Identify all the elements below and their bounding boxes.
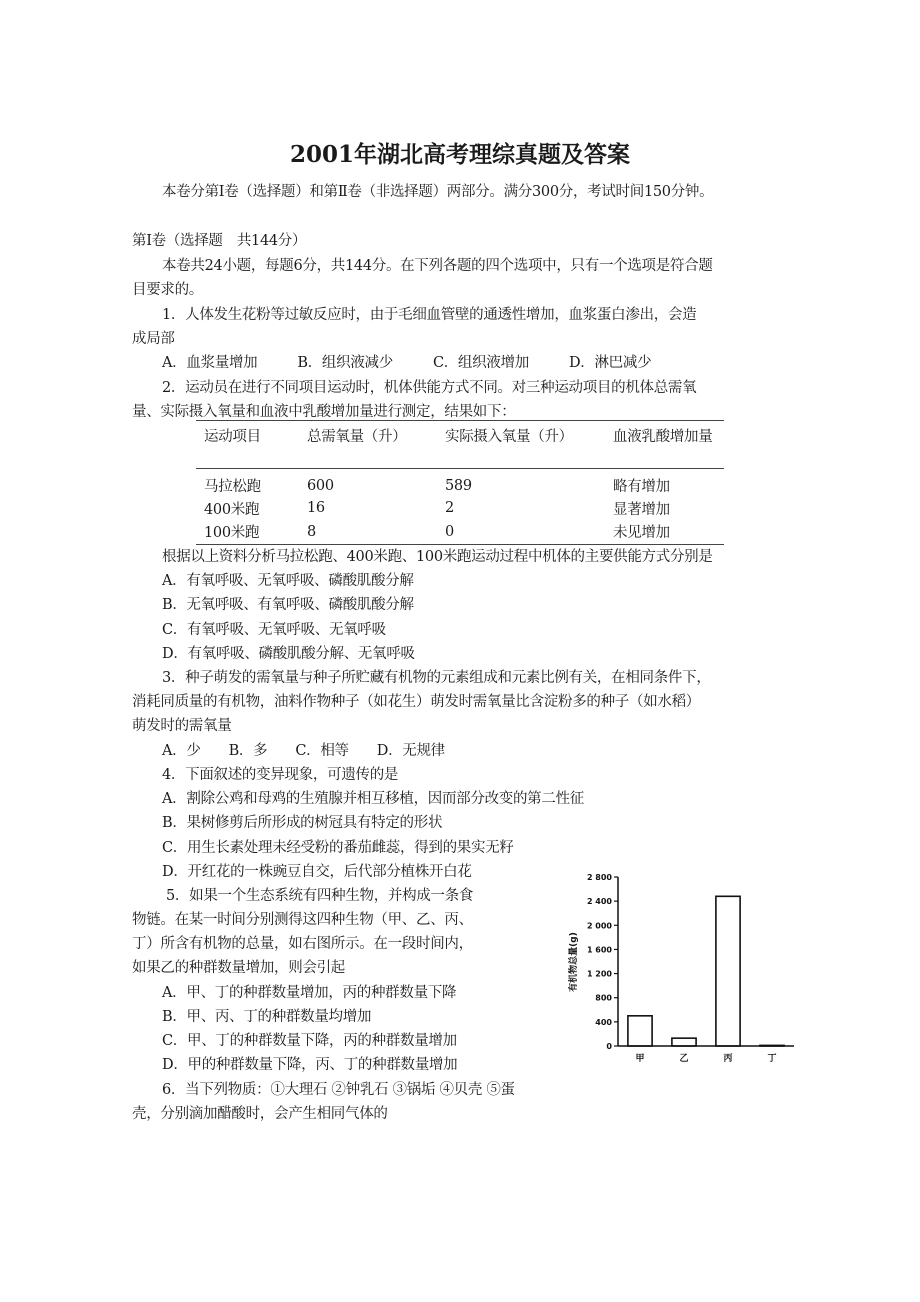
option-d: D．甲的种群数量下降，丙、丁的种群数量增加 bbox=[162, 1057, 458, 1073]
table-cell: 2 bbox=[445, 500, 454, 516]
question-4-stem: 4．下面叙述的变异现象，可遗传的是 bbox=[162, 767, 399, 783]
table-header: 实际摄入氧量（升） bbox=[445, 429, 573, 445]
question-6-stem: 壳，分别滴加醋酸时，会产生相同气体的 bbox=[132, 1106, 388, 1122]
y-tick-label: 400 bbox=[595, 1017, 612, 1027]
option-b: B．果树修剪后所形成的树冠具有特定的形状 bbox=[162, 815, 443, 831]
table-row bbox=[196, 469, 724, 497]
table-cell: 8 bbox=[307, 523, 316, 540]
y-axis-ticks bbox=[587, 873, 618, 1051]
option-a: A．少 bbox=[162, 743, 201, 759]
table-cell: 显著增加 bbox=[613, 501, 670, 518]
y-tick-label: 1 600 bbox=[586, 945, 612, 955]
table-cell: 600 bbox=[307, 477, 334, 494]
y-tick-label: 0 bbox=[606, 1042, 612, 1051]
question-2-stem: 量、实际摄入氧量和血液中乳酸增加量进行测定，结果如下： bbox=[132, 404, 516, 420]
y-tick-label: 1 200 bbox=[586, 969, 612, 979]
bar-1 bbox=[628, 1016, 652, 1046]
table-row bbox=[196, 520, 724, 544]
table-header: 总需氧量（升） bbox=[307, 429, 407, 445]
bars bbox=[628, 896, 784, 1046]
intro-text: 本卷分第Ⅰ卷（选择题）和第Ⅱ卷（非选择题）两部分。满分300分，考试时间150分钟。 bbox=[162, 184, 714, 200]
table-header: 运动项目 bbox=[204, 429, 261, 445]
y-axis-label: 有机物总量(g) bbox=[569, 932, 579, 992]
table-cell: 16 bbox=[307, 500, 325, 516]
option-b: B．无氧呼吸、有氧呼吸、磷酸肌酸分解 bbox=[162, 597, 414, 613]
x-tick-label: 甲 bbox=[635, 1054, 645, 1064]
table-cell: 400米跑 bbox=[204, 501, 260, 518]
question-2-question: 根据以上资料分析马拉松跑、400米跑、100米跑运动过程中机体的主要供能方式分别是 bbox=[162, 549, 713, 565]
table-header-row bbox=[196, 421, 724, 469]
option-a: A．甲、丁的种群数量增加，丙的种群数量下降 bbox=[162, 985, 457, 1001]
y-tick-label: 2 400 bbox=[586, 897, 612, 907]
option-c: C．组织液增加 bbox=[432, 355, 529, 371]
question-1-stem: 成局部 bbox=[132, 331, 175, 347]
question-2-stem: 2．运动员在进行不同项目运动时，机体供能方式不同。对三种运动项目的机体总需氧 bbox=[162, 380, 697, 396]
question-1-options bbox=[162, 353, 651, 373]
option-d: D．有氧呼吸、磷酸肌酸分解、无氧呼吸 bbox=[162, 646, 415, 662]
table-cell: 100米跑 bbox=[204, 525, 260, 542]
y-tick-label: 2 800 bbox=[586, 873, 612, 882]
section-heading: 第Ⅰ卷（选择题 共144分） bbox=[132, 233, 307, 249]
option-d: D．淋巴减少 bbox=[568, 355, 652, 371]
option-a: A．血浆量增加 bbox=[162, 355, 258, 371]
option-c: C．相等 bbox=[295, 743, 349, 759]
table-row bbox=[196, 496, 724, 520]
table-header: 血液乳酸增加量 bbox=[613, 429, 713, 445]
instructions-line: 目要求的。 bbox=[132, 282, 203, 298]
option-b: B．多 bbox=[228, 743, 268, 759]
option-a: A．有氧呼吸、无氧呼吸、磷酸肌酸分解 bbox=[162, 573, 414, 589]
table-cell: 马拉松跑 bbox=[204, 479, 261, 495]
option-c: C．用生长素处理未经受粉的番茄雌蕊，得到的果实无籽 bbox=[162, 840, 514, 856]
x-tick-label: 丁 bbox=[767, 1054, 777, 1064]
table-cell: 未见增加 bbox=[613, 525, 670, 542]
option-a: A．割除公鸡和母鸡的生殖腺并相互移植，因而部分改变的第二性征 bbox=[162, 791, 584, 807]
option-c: C．甲、丁的种群数量下降，丙的种群数量增加 bbox=[162, 1033, 457, 1049]
y-axis-label-group bbox=[568, 932, 579, 992]
option-b: B．组织液减少 bbox=[297, 355, 393, 371]
option-b: B．甲、丙、丁的种群数量均增加 bbox=[162, 1009, 372, 1025]
question-5-stem: 丁）所含有机物的总量，如右图所示。在一段时间内， bbox=[132, 936, 473, 952]
table-cell: 589 bbox=[445, 477, 472, 494]
question-5-stem: 如果乙的种群数量增加，则会引起 bbox=[132, 960, 345, 976]
question-1-stem: 1．人体发生花粉等过敏反应时，由于毛细血管壁的通透性增加，血浆蛋白渗出，会造 bbox=[162, 307, 697, 323]
exercise-oxygen-table bbox=[196, 420, 724, 545]
option-d: D．无规律 bbox=[376, 743, 445, 759]
option-d: D．开红花的一株豌豆自交，后代部分植株开白花 bbox=[162, 864, 472, 880]
option-c: C．有氧呼吸、无氧呼吸、无氧呼吸 bbox=[162, 622, 386, 638]
bar-3 bbox=[716, 896, 740, 1046]
x-axis-labels bbox=[635, 1052, 776, 1064]
question-3-stem: 3．种子萌发的需氧量与种子所贮藏有机物的元素组成和元素比例有关，在相同条件下， bbox=[162, 670, 711, 686]
x-tick-label: 乙 bbox=[679, 1054, 689, 1064]
question-6-stem: 6．当下列物质：①大理石 ②钟乳石 ③锅垢 ④贝壳 ⑤蛋 bbox=[162, 1082, 515, 1098]
question-3-stem: 萌发时的需氧量 bbox=[132, 718, 232, 734]
page-title: 2001年湖北高考理综真题及答案 bbox=[289, 141, 630, 168]
question-3-stem: 消耗同质量的有机物，油料作物种子（如花生）萌发时需氧量比含淀粉多的种子（如水稻） bbox=[132, 694, 700, 710]
x-tick-label: 丙 bbox=[723, 1054, 733, 1064]
instructions-line: 本卷共24小题，每题6分，共144分。在下列各题的四个选项中，只有一个选项是符合题 bbox=[162, 258, 713, 274]
bar-2 bbox=[672, 1038, 696, 1046]
y-tick-label: 800 bbox=[595, 993, 612, 1003]
question-5-stem: 5．如果一个生态系统有四种生物，并构成一条食 bbox=[166, 888, 474, 904]
organic-matter-bar-chart bbox=[568, 862, 800, 1072]
y-tick-label: 2 000 bbox=[586, 921, 612, 931]
table-cell: 略有增加 bbox=[613, 479, 670, 495]
question-3-options bbox=[162, 741, 445, 761]
table-cell: 0 bbox=[445, 523, 454, 540]
question-5-stem: 物链。在某一时间分别测得这四种生物（甲、乙、丙、 bbox=[132, 912, 473, 928]
